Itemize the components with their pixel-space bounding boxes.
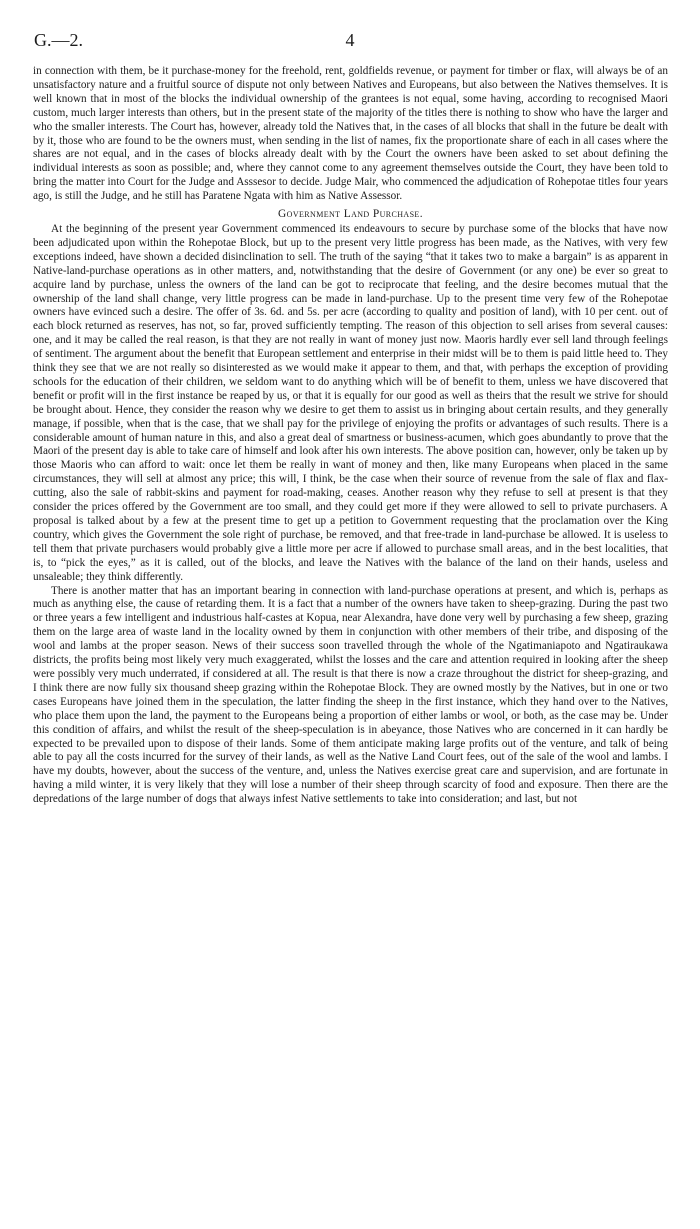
paragraph-land-purchase: At the beginning of the present year Government commenced its endeavours to secure by purchase some of the blocks that have now been adjudicated upon within the Rohepotae Block, but up to the present very little progress has been made, as the Natives, with very few exceptions indeed, have shown a decided disinclination to sell. The truth of the saying “that it takes two to make a bargain” is as apparent in Native-land-purchase operations as in other matters, and, notwithstanding that the desire of Government (or any one) be ever so great to acquire land by purchase, unless the owners of the land can be got to reciprocate that feeling, and the desire becomes mutual that the ownership of the land shall change, very little progress can be made in land-purchase. Up to the present time very few of the Rohepotae owners have evinced such a desire. The offer of 3s. 6d. and 5s. per acre (according to quality and position of land), with 10 per cent. out of each block returned as reserves, has not, so far, proved sufficiently tempting. The reason of this objection to sell arises from several causes: one, and it may be called the real reason, is that they are not really in want of money just now. Maoris hardly ever sell land through feelings of sentiment. The argument about the benefit that European settlement and enterprise in their midst will be to them is paid little heed to. They think they see that we are not really so disinterested as we would make it appear to them, and that, with perhaps the exception of providing schools for the education of their children, we seldom want to do anything which will be of benefit to them, unless we have discovered that benefit or profit will in the first instance be reaped by us, or that it is equally for our good as well as theirs that the result we strive for should be brought about. Hence, they consider the reason why we desire to get them to assist us in bringing about certain results, and they generally manage, if possible, when that is the case, that we shall pay for the privilege of enjoying the profits or advantages of such results. There is a considerable amount of human nature in this, and also a great deal of smartness or business-acumen, which goes abundantly to prove that the Maori of the present day is able to take care of himself and look after his own interests. The above position can, however, only be taken up by those Maoris who can afford to wait: once let them be really in want of money and then, like many Europeans when placed in the same circumstances, they will sell at almost any price; this will, I think, be the case when their source of revenue from the sale of flax and flax-cutting, also the sale of rabbit-skins and payment for road-making, ceases. Another reason why they refuse to sell at present is that they consider the prices offered by the Government are too small, and they could get more if they were allowed to sell to private purchasers. A proposal is talked about by a few at the present time to get up a petition to Government requesting that the proclamation over the King country, which gives the Government the sole right of purchase, be removed, and that free-trade in land-purchase be allowed. It is useless to tell them that private purchasers would probably give a little more per acre if allowed to purchase small areas, and in the best localities, that is, to “pick the eyes,” as it is called, out of the blocks, and leave the Natives with the balance of the land on their hands, useless and unsaleable; they think differently. bbox=[33, 222, 668, 583]
page-number: 4 bbox=[345, 30, 355, 50]
running-head bbox=[34, 30, 666, 54]
paragraph-sheep-grazing: There is another matter that has an important bearing in connection with land-purchase operations at present, and which is, perhaps as much as anything else, the cause of retarding them. It is a fact that a number of the owners have taken to sheep-grazing. During the past two or three years a few intelligent and industrious half-castes at Kopua, near Alexandra, have done very well by purchasing a few sheep, grazing them on the large area of waste land in the locality owned by them in conjunction with other members of their tribe, and disposing of the wool and lambs at the proper season. News of their success soon travelled through the whole of the Ngatimaniapoto and Ngatiraukawa districts, the profits being most likely very much exaggerated, whilst the losses and the care and attention required in looking after the sheep were possibly very much underrated, if considered at all. The result is that there is now a craze throughout the district for sheep-grazing, and I think there are now fully six thousand sheep grazing within the Rohepotae Block. They are owned mostly by the Natives, but in one or two cases Europeans have joined them in the speculation, the latter finding the sheep in the first instance, which they hand over to the Natives, who place them upon the land, the payment to the Europeans being a proportion of either lambs or wool, or both, as the case may be. Under this condition of affairs, and whilst the result of the sheep-speculation is in abeyance, those Natives who are concerned in it can hardly be expected to be prevailed upon to dispose of their lands. Some of them anticipate making large profits out of the venture, and talk of being able to pay all the costs incurred for the survey of their lands, as well as the Native Land Court fees, out of the sale of the wool and lambs. I have my doubts, however, about the success of the venture, and, unless the Natives exercise great care and supervision, and are fortunate in having a mild winter, it is very likely that they will lose a number of their sheep through scarcity of food and exposure. Then there are the depredations of the large number of dogs that always infest Native settlements to take into consideration; and last, but not bbox=[33, 584, 668, 806]
section-heading: Government Land Purchase. bbox=[278, 208, 423, 221]
body-text bbox=[33, 65, 668, 807]
paragraph-continuation: in connection with them, be it purchase-money for the freehold, rent, goldfields revenue, or payment for timber or flax, will always be of an unsatisfactory nature and a fruitful source of dispute not only between Natives and Europeans, but also between the Natives themselves. It is well known that in most of the blocks the individual ownership of the grantees is not equal, some having, according to recognised Maori custom, much larger interests than others, but in the present state of the majority of the titles there is nothing to show who have the larger and who the smaller interests. The Court has, however, already told the Natives that, in the cases of all blocks that shall in the future be dealt with by it, those who are found to be the owners must, when sending in the list of names, fix the proportionate share of each in all cases where the shares are not equal, and in the cases of blocks already dealt with by the Court the owners have been asked to set about defining the individual interests as soon as possible; and, where they cannot come to any agreement themselves outside the Court, they have been told to bring the matter into Court for the Judge and Asssesor to decide. Judge Mair, who commenced the adjudication of Rohepotae titles four years ago, is still the Judge, and he still has Paratene Ngata with him as Native Assessor. bbox=[33, 65, 668, 203]
series-reference: G.—2. bbox=[34, 30, 83, 50]
